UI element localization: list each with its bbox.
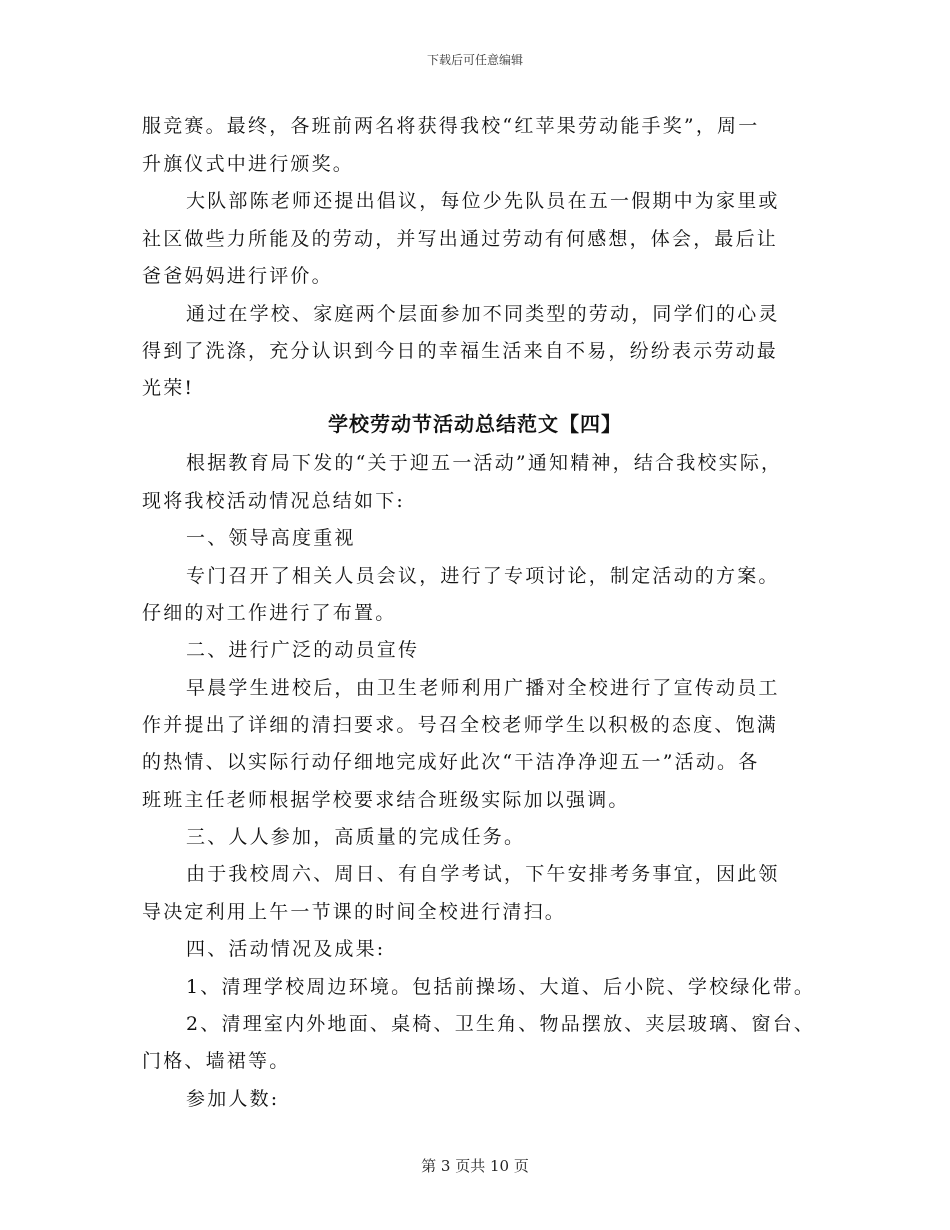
subheading-line: 一、领导高度重视 xyxy=(186,527,356,549)
paragraph-line: 早晨学生进校后，由卫生老师利用广播对全校进行了宣传动员工 xyxy=(186,677,780,699)
paragraph-line: 专门召开了相关人员会议，进行了专项讨论，制定活动的方案。 xyxy=(186,565,780,587)
paragraph-line: 现将我校活动情况总结如下: xyxy=(142,490,406,512)
paragraph-line: 门格、墙裙等。 xyxy=(142,1050,291,1072)
paragraph-line: 的热情、以实际行动仔细地完成好此次“干洁净净迎五一”活动。各 xyxy=(142,751,760,773)
paragraph-line: 导决定利用上午一节课的时间全校进行清扫。 xyxy=(142,901,567,923)
subheading-line: 四、活动情况及成果: xyxy=(186,938,386,960)
paragraph-line: 通过在学校、家庭两个层面参加不同类型的劳动，同学们的心灵 xyxy=(186,303,780,325)
paragraph-line: 得到了洗涤，充分认识到今日的幸福生活来自不易，纷纷表示劳动最 xyxy=(142,340,779,362)
paragraph-line: 仔细的对工作进行了布置。 xyxy=(142,602,397,624)
paragraph-line: 光荣! xyxy=(142,377,195,399)
paragraph-line: 服竞赛。最终，各班前两名将获得我校“红苹果劳动能手奖”，周一 xyxy=(142,115,760,137)
list-item: 2、清理室内外地面、桌椅、卫生角、物品摆放、夹层玻璃、窗台、 xyxy=(186,1013,816,1035)
paragraph-line: 爸爸妈妈进行评价。 xyxy=(142,265,333,287)
paragraph-line: 大队部陈老师还提出倡议，每位少先队员在五一假期中为家里或 xyxy=(186,190,780,212)
paragraph-line: 根据教育局下发的“关于迎五一活动”通知精神，结合我校实际， xyxy=(186,452,783,474)
paragraph-line: 升旗仪式中进行颁奖。 xyxy=(142,153,355,175)
page-footer: 第 3 页共 10 页 xyxy=(421,1157,529,1175)
page-header: 下载后可任意编辑 xyxy=(426,53,523,67)
subheading-line: 二、进行广泛的动员宣传 xyxy=(186,639,420,661)
paragraph-line: 参加人数: xyxy=(186,1088,280,1110)
paragraph-line: 由于我校周六、周日、有自学考试，下午安排考务事宜，因此领 xyxy=(186,863,780,885)
paragraph-line: 社区做些力所能及的劳动，并写出通过劳动有何感想，体会，最后让 xyxy=(142,228,779,250)
section-title: 学校劳动节活动总结范文【四】 xyxy=(328,412,622,436)
paragraph-line: 班班主任老师根据学校要求结合班级实际加以强调。 xyxy=(142,789,630,811)
paragraph-line: 作并提出了详细的清扫要求。号召全校老师学生以积极的态度、饱满 xyxy=(142,714,779,736)
subheading-line: 三、人人参加，高质量的完成任务。 xyxy=(186,826,526,848)
list-item: 1、清理学校周边环境。包括前操场、大道、后小院、学校绿化带。 xyxy=(186,976,816,998)
